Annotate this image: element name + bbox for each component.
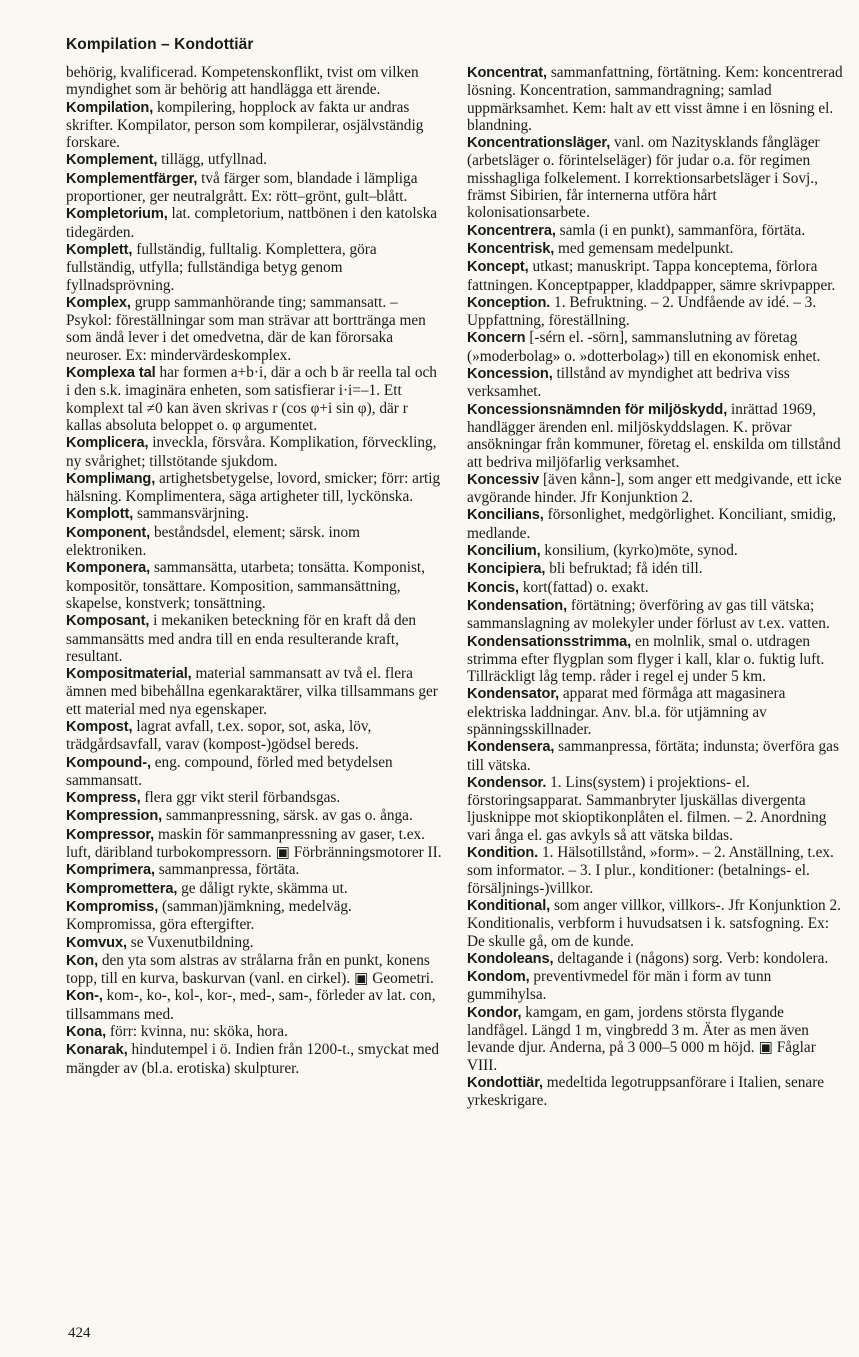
page-number: 424 <box>68 1325 91 1341</box>
dictionary-entry <box>66 559 442 612</box>
entry-definition: vanl. om Nazitysklands fångläger (arbetsläger o. förintelseläger) för judar o.a. för regimen misshagliga folkelement. I korrektionsarbetsläger i Sovj., främst Sibirien, får internerna utföra hårt kolonisationsarbete. <box>467 134 820 222</box>
entry-definition: 1. Lins(system) i projektions- el. förstoringsapparat. Sammanbryter ljuskällas divergenta ljusknippe mot skioptikonplåten el. filmen. – 2. Anordning vari ånga el. gas avkyls så att vätska bildas. <box>467 773 827 844</box>
entry-headword: Koncilium, <box>467 543 541 560</box>
dictionary-entry <box>467 134 843 221</box>
entry-definition: sammansätta, utarbeta; tonsätta. Komponist, kompositör, tonsättare. Komposition, sammansättning, skapelse, konstverk; tonsättning. <box>66 559 426 612</box>
entry-headword: Komplicera, <box>66 435 149 452</box>
dictionary-entry <box>66 880 442 898</box>
entry-definition: utkast; manuskript. Tappa konceptema, förlora fattningen. Konceptpapper, kladdpapper, sämre skrivpapper. <box>467 258 836 294</box>
entry-headword: Kon-, <box>66 988 103 1005</box>
entry-headword: Komplott, <box>66 506 134 523</box>
dictionary-entry <box>467 542 843 560</box>
entry-definition: förtätning; överföring av gas till vätska; sammanslagning av molekyler under förlust av t.ex. vatten. <box>467 596 830 633</box>
entry-headword: Kompound-, <box>66 754 151 771</box>
dictionary-entry <box>467 1074 843 1110</box>
dictionary-entry <box>467 258 843 294</box>
entry-definition: sammanpressa, förtäta. <box>158 861 300 879</box>
dictionary-entry <box>467 633 843 686</box>
dictionary-entry <box>66 205 442 241</box>
entry-definition: inrättad 1969, handlägger ärenden enl. miljöskyddslagen. K. prövar ansökningar från kommuner, företag el. enskilda om tillstånd att bedriva miljöfarlig verksamhet. <box>467 400 841 471</box>
entry-headword: Koncessionsnämnden för miljöskydd, <box>467 401 728 418</box>
dictionary-entry <box>66 1041 442 1077</box>
dictionary-entry <box>467 897 843 950</box>
entry-definition: tillägg, utfyllnad. <box>161 151 267 169</box>
entry-definition: sammanpressa, förtäta; indunsta; överföra gas till vätska. <box>467 738 839 774</box>
entry-headword: Koncept, <box>467 259 529 276</box>
entry-definition: två färger som, blandade i lämpliga proportioner, ger neutralgrått. Ex: rött–grönt, gult–blått. <box>66 169 418 206</box>
entry-headword: Kondensationsstrimma, <box>467 633 632 650</box>
dictionary-entry <box>467 968 843 1004</box>
entry-headword: Kon, <box>66 952 99 969</box>
entry-headword: Kondensation, <box>467 597 568 614</box>
entry-definition: tillstånd av myndighet att bedriva viss verksamhet. <box>467 365 790 401</box>
entry-definition: beståndsdel, element; särsk. inom elektroniken. <box>66 523 360 560</box>
entry-headword: Kompression, <box>66 808 163 825</box>
dictionary-entry <box>66 99 442 152</box>
entry-headword: Kompromettera, <box>66 880 178 897</box>
dictionary-entry <box>467 950 843 968</box>
dictionary-entry <box>66 789 442 807</box>
entry-definition: försonlighet, medgörlighet. Konciliant, smidig, medlande. <box>467 506 837 542</box>
entry-definition: se Vuxenutbildning. <box>130 933 254 951</box>
entry-headword: Konarak, <box>66 1042 128 1059</box>
entry-headword: Kondensor. <box>467 774 547 791</box>
entry-definition: grupp sammanhörande ting; sammansatt. – Psykol: föreställningar som man strävar att borttränga men som ändå lever i det omedvetna, där de kan förorsaka neuroser. Ex: mindervärdeskomplex. <box>66 293 426 364</box>
entry-definition: hindutempel i ö. Indien från 1200-t., smyckat med mängder av (bl.a. erotiska) skulpturer. <box>66 1041 440 1077</box>
entry-headword: Kompost, <box>66 718 133 735</box>
entry-headword: Koncessiv <box>467 471 540 488</box>
entry-definition: i mekaniken beteckning för en kraft då den sammansätts med andra till en enda resulterande kraft, resultant. <box>66 612 417 665</box>
dictionary-entry <box>66 470 442 506</box>
entry-headword: Komplement, <box>66 152 158 169</box>
entry-definition: lat. completorium, nattbönen i den katolska tidegärden. <box>66 205 438 241</box>
dictionary-entry <box>467 329 843 365</box>
entry-definition: preventivmedel för män i form av tunn gummihylsa. <box>467 968 772 1004</box>
entry-definition: [-sérn el. -sörn], sammanslutning av företag (»moderbolag» o. »dotterbolag») till en ekonomisk enhet. <box>467 329 821 365</box>
dictionary-entry <box>66 151 442 169</box>
entry-definition: den yta som alstras av strålarna från en punkt, konens topp, till en kurva, baskurvan (vanl. en cirkel). ▣ Geometri. <box>66 951 434 988</box>
entry-definition: fullständig, fulltalig. Komplettera, göra fullständig, utfylla; fullständiga betyg genom fyllnadsprövning. <box>66 240 377 294</box>
entry-definition: maskin för sammanpressning av gaser, t.ex. luft, däribland turbokompressorn. ▣ Förbränningsmotorer II. <box>66 825 442 862</box>
entry-headword: Komvux, <box>66 934 127 951</box>
entry-definition: 1. Befruktning. – 2. Undfående av idé. – 3. Uppfattning, föreställning. <box>467 293 817 330</box>
entry-definition: artighetsbetygelse, lovord, smicker; förr: artig hälsning. Komplimentera, säga artigheter till, lyckönska. <box>66 469 441 506</box>
dictionary-entry <box>467 844 843 897</box>
entry-headword: Kondor, <box>467 1004 522 1021</box>
dictionary-entry <box>467 738 843 774</box>
dictionary-entry <box>467 560 843 578</box>
dictionary-entry <box>66 505 442 523</box>
entry-definition: med gemensam medelpunkt. <box>558 239 734 257</box>
entry-definition: flera ggr vikt steril förbandsgas. <box>144 789 341 807</box>
dictionary-entry <box>66 434 442 470</box>
dictionary-entry <box>66 898 442 934</box>
dictionary-entry <box>66 826 442 862</box>
left-column <box>66 64 442 1077</box>
entry-headword: Koncession, <box>467 366 553 383</box>
entry-headword: Komponent, <box>66 524 151 541</box>
entry-headword: Kondensera, <box>467 739 555 756</box>
entry-headword: Kondition. <box>467 845 539 862</box>
dictionary-entry <box>467 579 843 597</box>
dictionary-entry <box>66 364 442 434</box>
entry-definition: har formen a+b·i, där a och b är reella tal och i den s.k. imaginära enheten, som satisfierar i·i=–1. Ett komplext tal ≠0 kan även skrivas r (cos φ+i sin φ), där r kallas absoluta beloppet o. φ argumentet. <box>66 364 437 434</box>
entry-headword: Konception. <box>467 294 551 311</box>
entry-definition: kamgam, en gam, jordens största flygande landfågel. Längd 1 m, vingbredd 3 m. Äter as men även levande djur. Anderna, på 3 000–5 000 m höjd. ▣ Fåglar VIII. <box>467 1003 816 1074</box>
dictionary-entry <box>66 241 442 294</box>
entry-definition: som anger villkor, villkors-. Jfr Konjunktion 2. Konditionalis, verbform i huvudsatsen i k. satsfogning. Ex: De skulle gå, om de kunde. <box>467 896 841 950</box>
entry-definition: kort(fattad) o. exakt. <box>522 578 649 596</box>
entry-headword: Komplexa tal <box>66 365 156 382</box>
dictionary-entry <box>467 64 843 134</box>
dictionary-entry <box>66 754 442 790</box>
entry-headword: Kondottiär, <box>467 1074 543 1091</box>
entry-headword: Kompress, <box>66 790 141 807</box>
dictionary-entry <box>66 524 442 560</box>
entry-headword: Koncentrisk, <box>467 240 555 257</box>
dictionary-entry <box>467 597 843 633</box>
entry-definition: [även kånn-], som anger ett medgivande, ett icke avgörande hinder. Jfr Konjunktion 2. <box>467 470 842 507</box>
dictionary-entry <box>66 861 442 879</box>
entry-headword: Koncentrera, <box>467 222 556 239</box>
entry-definition: sammanpressning, särsk. av gas o. ånga. <box>165 807 413 825</box>
entry-headword: Koncilians, <box>467 507 544 524</box>
entry-definition: behörig, kvalificerad. Kompetenskonflikt, tvist om vilken myndighet som är behörig att handlägga ett ärende. <box>66 64 419 99</box>
entry-definition: 1. Hälsotillstånd, »form». – 2. Anställning, t.ex. som informator. – 3. I plur., konditioner: (betalnings- el. försäljnings-)villkor. <box>467 844 834 897</box>
entry-headword: Koncentrationsläger, <box>467 135 611 152</box>
dictionary-entry <box>66 987 442 1023</box>
dictionary-entry <box>467 774 843 844</box>
dictionary-entry <box>467 1004 843 1074</box>
entry-definition: konsilium, (kyrko)möte, synod. <box>544 542 738 560</box>
entry-definition: sammansvärjning. <box>137 505 249 523</box>
dictionary-entry <box>467 294 843 330</box>
dictionary-entry <box>66 934 442 952</box>
dictionary-entry <box>66 1023 442 1041</box>
page-header: Kompilation – Kondottiär <box>66 36 254 53</box>
entry-definition: medeltida legotruppsanförare i Italien, senare yrkeskrigare. <box>467 1073 825 1110</box>
entry-definition: förr: kvinna, nu: sköka, hora. <box>109 1023 288 1041</box>
entry-definition: ge dåligt rykte, skämma ut. <box>181 879 348 897</box>
entry-headword: Kompilation, <box>66 99 154 116</box>
entry-headword: Konditional, <box>467 897 551 914</box>
entry-headword: Komprimera, <box>66 862 155 879</box>
entry-headword: Komplex, <box>66 294 131 311</box>
entry-definition: kompilering, hopplock av fakta ur andras skrifter. Kompilator, person som kompilerar, osjälvständig forskare. <box>66 98 424 152</box>
entry-definition: deltagande i (någons) sorg. Verb: kondolera. <box>557 949 829 967</box>
entry-definition: inveckla, försvåra. Komplikation, förveckling, ny svårighet; tillstötande sjukdom. <box>66 434 437 470</box>
dictionary-entry <box>66 294 442 364</box>
entry-headword: Kompressor, <box>66 826 155 843</box>
dictionary-entry <box>66 170 442 206</box>
dictionary-entry <box>66 64 442 99</box>
entry-headword: Kondom, <box>467 969 530 986</box>
entry-definition: eng. compound, förled med betydelsen sammansatt. <box>66 753 393 789</box>
entry-headword: Koncentrat, <box>467 65 547 81</box>
dictionary-entry <box>467 365 843 401</box>
dictionary-entry <box>467 685 843 738</box>
entry-headword: Kompliмang, <box>66 470 156 487</box>
entry-definition: (samman)jämkning, medelväg. Kompromissa, göra eftergifter. <box>66 897 352 934</box>
dictionary-entry <box>467 506 843 542</box>
entry-definition: bli befruktad; få idén till. <box>549 560 703 578</box>
entry-definition: samla (i en punkt), sammanföra, förtäta. <box>559 221 806 239</box>
entry-headword: Komplementfärger, <box>66 170 198 187</box>
entry-headword: Kona, <box>66 1024 107 1041</box>
entry-headword: Koncis, <box>467 579 520 596</box>
dictionary-entry <box>467 471 843 507</box>
entry-headword: Kondoleans, <box>467 950 554 967</box>
entry-headword: Koncern <box>467 330 526 347</box>
entry-headword: Komplett, <box>66 241 133 258</box>
entry-headword: Komponera, <box>66 560 151 577</box>
dictionary-entry <box>467 222 843 240</box>
entry-definition: en molnlik, smal o. utdragen strimma efter flygplan som flyger i kall, klar o. fuktig luft. Tillräckligt låg temp. råder i regel ej under 5 km. <box>467 632 825 686</box>
dictionary-entry <box>467 401 843 471</box>
entry-headword: Kompromiss, <box>66 898 159 915</box>
entry-headword: Kompositmaterial, <box>66 666 192 683</box>
dictionary-entry <box>66 952 442 988</box>
entry-headword: Kompletorium, <box>66 206 168 223</box>
entry-headword: Kondensator, <box>467 686 560 703</box>
dictionary-entry <box>66 718 442 754</box>
entry-headword: Koncipiera, <box>467 561 546 578</box>
dictionary-entry <box>467 240 843 258</box>
entry-definition: material sammansatt av två el. flera ämnen med bibehållna egenkaraktärer, vilka tillsammans ger ett material med nya egenskaper. <box>66 665 438 718</box>
entry-definition: apparat med förmåga att magasinera elektriska laddningar. Anv. bl.a. för utjämning av spänningsskillnader. <box>467 685 786 738</box>
dictionary-entry <box>66 612 442 665</box>
dictionary-entry <box>66 807 442 825</box>
entry-definition: lagrat avfall, t.ex. sopor, sot, aska, löv, trädgårdsavfall, varav (kompost-)gödsel bereds. <box>66 717 372 754</box>
dictionary-entry <box>66 665 442 718</box>
right-column <box>467 64 843 1110</box>
entry-headword: Komposant, <box>66 613 150 630</box>
entry-definition: kom-, ko-, kol-, kor-, med-, sam-, förleder av lat. con, tillsammans med. <box>66 987 436 1023</box>
entry-definition: sammanfattning, förtätning. Kem: koncentrerad lösning. Koncentration, sammandragning; samlad uppmärksamhet. Kem: halt av ett visst ämne i en lösning el. blandning. <box>467 64 843 134</box>
